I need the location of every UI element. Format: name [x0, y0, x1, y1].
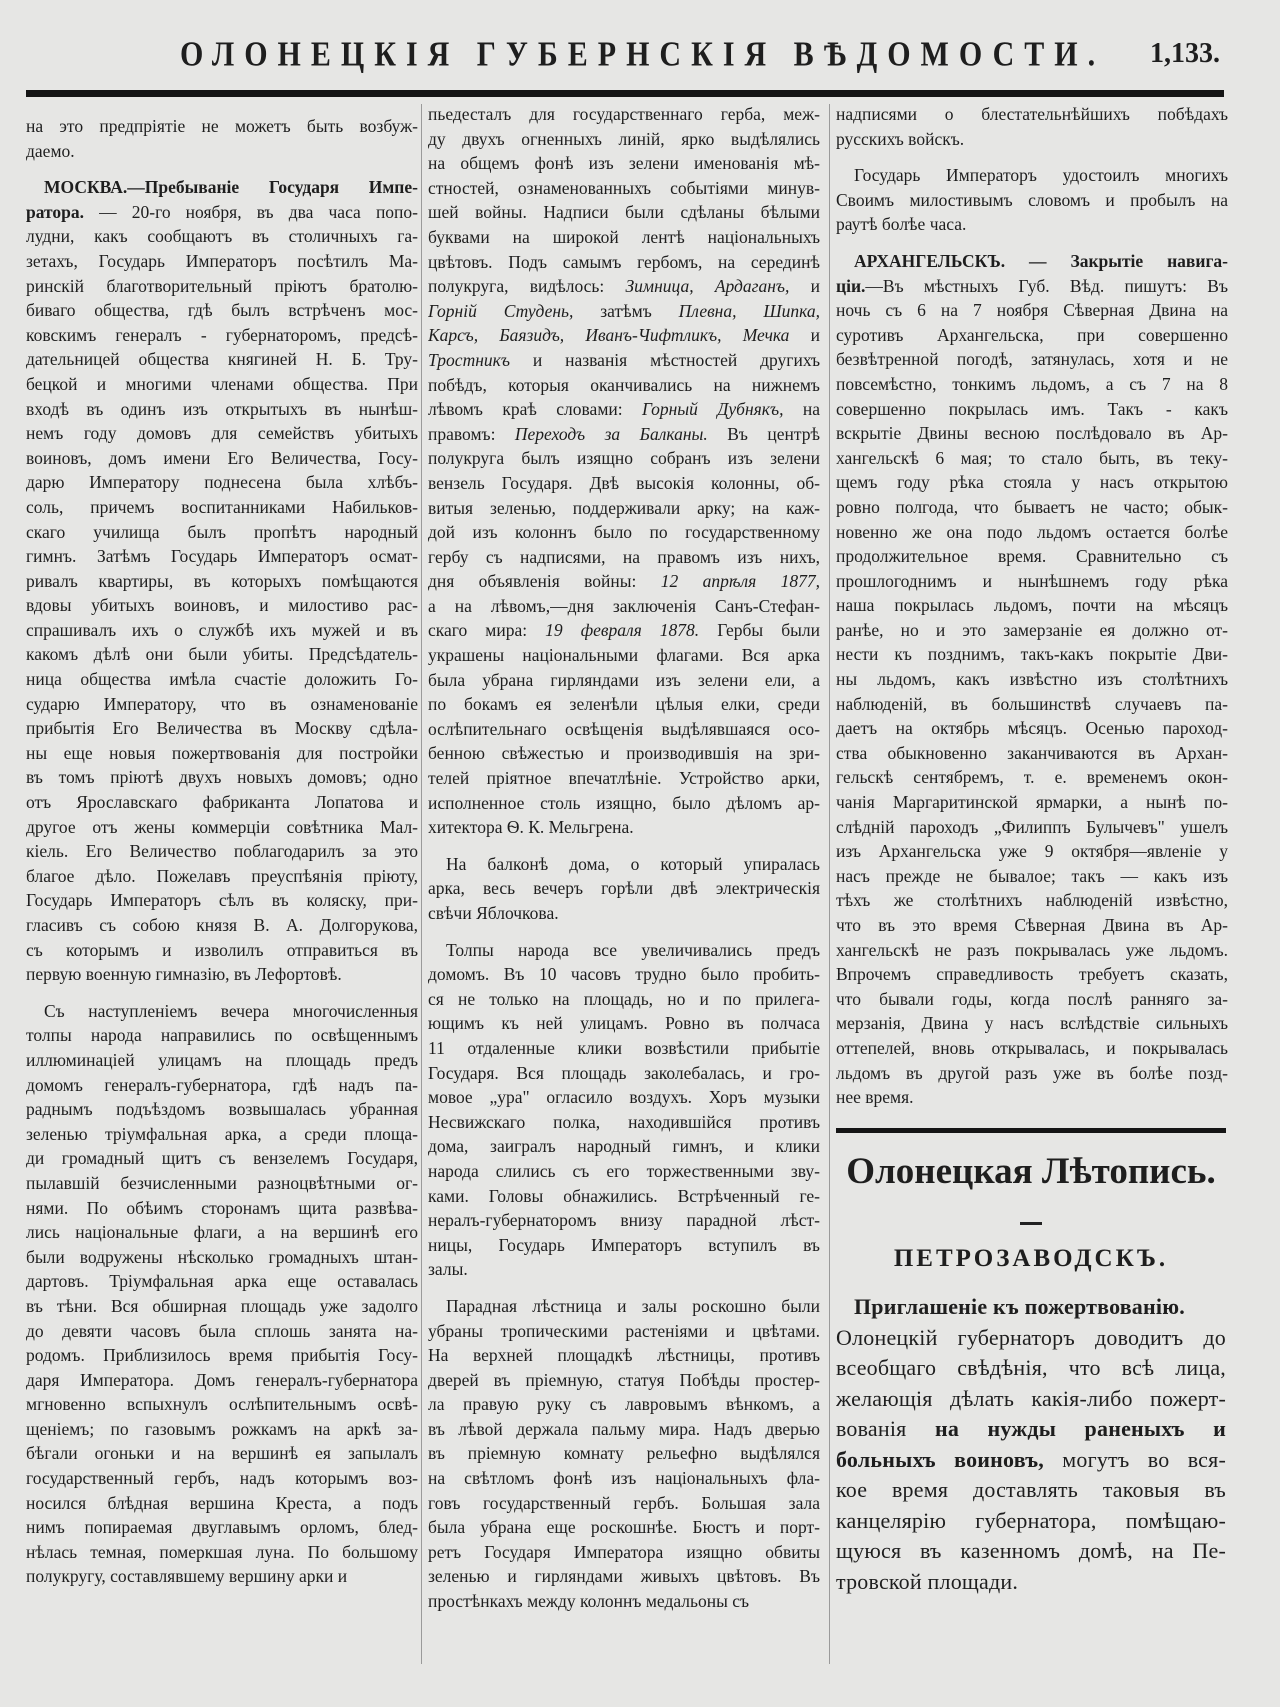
text-line: до девяти часовъ была сплошь занята на-: [26, 1320, 418, 1341]
text-line: совершенно покрылась имъ. Такъ - какъ: [836, 398, 1228, 419]
text-line: [428, 274, 820, 299]
text-line: [836, 274, 1228, 299]
page-number: 1,133.: [1150, 38, 1220, 69]
paragraph: [428, 1294, 820, 1614]
text-line: отъ Ярославскаго фабриканта Лопатова и: [26, 792, 418, 813]
bold-text: на нужды раненыхъ и: [934, 1416, 1226, 1441]
text-line: дарю Императору поднесена была хлѣбъ-: [26, 472, 418, 493]
text-run: скаго мира:: [428, 620, 546, 641]
text-line: на общемъ фонѣ изъ зелени именованія мѣ-: [428, 153, 820, 174]
text-run: полукруга, видѣлось:: [428, 276, 626, 297]
text-line: ночь съ 6 на 7 ноября Сѣверная Двина на: [836, 300, 1228, 321]
text-line: полукруга былъ изящно собранъ изъ зелени: [428, 448, 820, 469]
text-line: ранѣе, но и это замерзаніе ея должно от-: [836, 619, 1228, 640]
text-line: ны льдомъ, какъ извѣстно изъ столѣтнихъ: [836, 669, 1228, 690]
text-line: раднымъ подъѣздомъ возвышалась убранная: [26, 1099, 418, 1120]
italic-text: Плевна, Шипка,: [678, 300, 820, 321]
italic-text: Карсъ, Баязидъ, Иванъ-Чифтликъ, Мечка: [428, 325, 790, 346]
paragraph: [428, 102, 820, 840]
italic-text: 12 апрѣля 1877,: [660, 571, 820, 592]
text-line: [836, 1445, 1226, 1476]
text-line: Парадная лѣстница и залы роскошно были: [446, 1295, 820, 1316]
text-line: лись національные флаги, а на вершинѣ его: [26, 1222, 418, 1243]
column-1: [26, 114, 418, 1601]
text-line: оттепелей, вновь открывалась, и покрывалась: [836, 1037, 1228, 1058]
text-line: съ которымъ и изволилъ отправиться въ: [26, 939, 418, 960]
chronicle-title: Олонецкая Лѣтопись.: [846, 1151, 1216, 1192]
text-line: вензель Государя. Двѣ высокія колонны, об-: [428, 472, 820, 493]
text-run: Гербы были: [699, 620, 820, 641]
text-line: прошлогоднимъ и нынѣшнемъ году рѣка: [836, 570, 1228, 591]
text-line: нералъ-губернаторомъ внизу парадной лѣст-: [428, 1210, 820, 1231]
text-line: насъ прежде не бывалое; такъ — какъ изъ: [836, 865, 1228, 886]
column-3: [836, 102, 1228, 1122]
bold-text: больныхъ воиновъ,: [836, 1446, 1044, 1472]
text-line: шей войны. Надписи были сдѣланы бѣлыми: [428, 202, 820, 223]
text-line: воиновъ, домъ имени Его Величества, Госу-: [26, 447, 418, 468]
text-line: государственный гербъ, надъ которымъ воз-: [26, 1468, 418, 1489]
header-rule: [26, 90, 1224, 97]
text-line: тровской площади.: [836, 1568, 1019, 1594]
text-line: ринскій благотворительный пріютъ братолю-: [26, 275, 418, 296]
text-line: родомъ. Приблизилось время прибытія Госу-: [26, 1345, 418, 1366]
text-line: чанія Маргаритинской ярмарки, а нынѣ по-: [836, 792, 1228, 813]
text-run: лѣвомъ краѣ словами:: [428, 399, 643, 420]
text-line: что бывали годы, когда послѣ ранняго за-: [836, 988, 1228, 1009]
bold-text: МОСКВА.—Пребываніе Государя Импе-: [44, 177, 418, 198]
text-line: пьедесталъ для государственнаго герба, меж-: [428, 104, 820, 124]
text-run: —Въ мѣстныхъ Губ. Вѣд. пишутъ: Въ: [865, 275, 1228, 296]
text-run: и: [789, 276, 820, 297]
text-line: говъ государственный гербъ. Большая зала: [428, 1492, 820, 1513]
text-run: дня объявленія войны:: [428, 571, 661, 592]
text-line: бецкой и многими членами общества. При: [26, 373, 418, 394]
text-line: 11 отдаленные клики возвѣстили прибытіе: [428, 1037, 820, 1058]
text-line: даемо.: [26, 140, 75, 161]
text-line: украшены національными флагами. Вся арка: [428, 645, 820, 666]
text-line: бѣгали огоньки и на вершинѣ ея запылалъ: [26, 1443, 418, 1464]
paragraph: [836, 249, 1228, 1110]
paragraph: [26, 114, 418, 163]
text-line: Несвижскаго полка, находившійся противъ: [428, 1111, 820, 1132]
text-line: ница общества имѣла счастіе доложить Го-: [26, 669, 418, 690]
text-line: буквами на широкой лентѣ національныхъ: [428, 226, 820, 247]
text-line: ослѣпительнаго освѣщенія выдѣлявшаяся осо-: [428, 718, 820, 739]
text-line: домомъ генералъ-губернатора, гдѣ надъ па-: [26, 1074, 418, 1095]
text-line: [26, 175, 418, 200]
text-run: и названія мѣстностей другихъ: [509, 349, 820, 370]
text-line: кіель. Его Величество поблагодарилъ за это: [26, 841, 418, 862]
text-line: дартовъ. Тріумфальная арка еще оставалась: [26, 1271, 418, 1292]
text-line: ривалъ квартиры, въ которыхъ помѣщаются: [26, 570, 418, 591]
text-line: [428, 569, 820, 594]
text-line: исполненное столь изящно, было дѣломъ ар-: [428, 792, 820, 813]
text-line: мерзанія, Двина у насъ вслѣдствіе сильныхъ: [836, 1013, 1228, 1034]
text-line: входѣ въ одинъ изъ открытыхъ въ нынѣш-: [26, 398, 418, 419]
text-line: русскихъ войскъ.: [836, 128, 965, 149]
text-line: ницы, Государь Императоръ вступилъ въ: [428, 1234, 820, 1255]
text-line: ющимъ къ ней улицамъ. Ровно въ полчаса: [428, 1013, 820, 1034]
text-line: [836, 1292, 1226, 1323]
text-line: была убрана еще роскошнѣе. Бюстъ и порт-: [428, 1517, 820, 1538]
text-line: [428, 348, 820, 373]
text-line: хангельскѣ не разъ покрывалась уже льдомъ.: [836, 939, 1228, 960]
text-line: мгновенно вспыхнулъ ослѣпительнымъ освѣ-: [26, 1394, 418, 1415]
text-line: вдовы убитыхъ воиновъ, и милостиво рас-: [26, 595, 418, 616]
text-line: домомъ. Въ 10 часовъ трудно было пробить-: [428, 964, 820, 985]
masthead: [0, 35, 1280, 78]
text-line: соль, причемъ воспитанниками Набильков-: [26, 496, 418, 517]
text-run: правомъ:: [428, 423, 515, 444]
text-line: [428, 422, 820, 447]
text-line: слѣдній пароходъ „Филиппъ Булычевъ" ушелъ: [836, 816, 1228, 837]
text-line: въ тѣни. Вся обширная площадь уже задолго: [26, 1295, 418, 1316]
text-line: гербу съ надписями, на правомъ изъ нихъ,: [428, 546, 820, 567]
text-line: ла правую руку съ лавровымъ вѣнкомъ, а: [428, 1394, 820, 1415]
column-divider: [421, 104, 422, 1664]
text-line: въ томъ пріютѣ двухъ новыхъ домовъ; одно: [26, 767, 418, 788]
text-line: первую военную гимназію, въ Лефортовѣ.: [26, 964, 342, 985]
text-line: благое дѣло. Пожелавъ преуспѣянія пріюту,: [26, 865, 418, 886]
text-line: хитектора Ѳ. К. Мельгрена.: [428, 817, 634, 838]
text-line: какомъ дѣлѣ они были убиты. Предсѣдатель-: [26, 644, 418, 665]
text-line: гельскѣ сентябремъ, т. е. временемъ окон-: [836, 767, 1228, 788]
text-line: Государь Императоръ сѣлъ въ коляску, при-: [26, 890, 418, 911]
text-line: витыя зеленью, поддерживали арку; на каж-: [428, 497, 820, 518]
text-run: на: [783, 399, 820, 420]
text-line: зеленью и гирляндами живыхъ цвѣтовъ. Въ: [428, 1566, 820, 1587]
text-line: всеобщаго свѣдѣнія, что всѣ лица,: [836, 1355, 1226, 1380]
text-line: На балконѣ дома, о который упиралась: [446, 853, 820, 874]
text-line: щемъ году рѣка стояла у насъ открытою: [836, 472, 1228, 493]
text-line: биваго общества, гдѣ былъ встрѣченъ мос-: [26, 300, 418, 321]
text-line: Своимъ милостивымъ словомъ и пробылъ на: [836, 189, 1228, 210]
paragraph: [428, 852, 820, 926]
text-line: въ пріемную комнату рельефно выдѣлялся: [428, 1443, 820, 1464]
text-line: немъ году домовъ для семействъ убитыхъ: [26, 423, 418, 444]
text-run: — 20-го ноября, въ два часа попо-: [84, 201, 418, 222]
text-line: бенною свѣжестью и производившія на зри-: [428, 743, 820, 764]
text-line: [428, 618, 820, 643]
text-line: нями. По обѣимъ сторонамъ щита развѣва-: [26, 1197, 418, 1218]
text-run: затѣмъ: [573, 300, 679, 321]
text-line: мовое „ура" огласило воздухъ. Хоръ музыки: [428, 1087, 820, 1108]
text-line: На верхней площадкѣ лѣстницы, противъ: [428, 1345, 820, 1366]
title-dash: [1020, 1222, 1042, 1225]
text-line: носился блѣдная вершина Креста, а подъ: [26, 1492, 418, 1513]
text-line: изъ Архангельска уже 9 октября—явленіе у: [836, 841, 1228, 862]
text-line: вскрытіе Двины весною послѣдовало въ Ар-: [836, 423, 1228, 444]
text-line: зеленью тріумфальная арка, а среди площа-: [26, 1123, 418, 1144]
text-line: даря Императора. Домъ генералъ-губернатора: [26, 1369, 418, 1390]
text-line: пылавшій безчисленными разноцвѣтными ог-: [26, 1172, 418, 1193]
text-line: иллюминаціей улицамъ на площадь предъ: [26, 1049, 418, 1070]
text-line: дательницей общества княгиней Н. Б. Тру-: [26, 349, 418, 370]
italic-text: Переходъ за Балканы.: [514, 423, 708, 444]
text-line: [836, 1414, 1226, 1445]
text-line: новенно же она подо льдомъ остается болѣе: [836, 521, 1228, 542]
text-line: народа слились съ его торжественными зву-: [428, 1160, 820, 1181]
text-line: была убрана гирляндами изъ зелени ели, а: [428, 669, 820, 690]
italic-text: Горній Студень,: [428, 300, 574, 321]
text-line: что въ это время Сѣверная Двина въ Ар-: [836, 915, 1228, 935]
text-line: [26, 200, 418, 225]
text-line: толпы народа направились по освѣщеннымъ: [26, 1025, 418, 1046]
bold-text: АРХАНГЕЛЬСКЪ. — Закрытіе навига-: [854, 250, 1228, 271]
text-line: ства обыкновенно заканчиваются въ Архан-: [836, 742, 1228, 763]
text-line: Олонецкій губернаторъ доводитъ до: [836, 1324, 1226, 1350]
text-line: канцелярію губернатора, помѣщаю-: [836, 1507, 1226, 1533]
text-run: и: [789, 325, 820, 346]
text-line: ретъ Государя Императора изящно обвиты: [428, 1541, 820, 1562]
text-line: дверей въ пріемную, статуя Побѣды простер-: [428, 1369, 820, 1390]
text-line: тѣхъ же столѣтнихъ наблюденій извѣстно,: [836, 890, 1228, 911]
text-line: были водружены нѣсколько громадныхъ штан-: [26, 1246, 418, 1267]
text-line: гимнъ. Затѣмъ Государь Императоръ осмат-: [26, 546, 418, 567]
text-line: продолжительное время. Сравнительно съ: [836, 546, 1228, 567]
paragraph: [836, 163, 1228, 237]
bold-text: Приглашеніе къ пожертвованію.: [854, 1294, 1185, 1319]
text-line: надписями о блестательнѣйшихъ побѣдахъ: [836, 104, 1228, 124]
text-line: Толпы народа все увеличивались предъ: [446, 939, 820, 960]
text-line: раутѣ болѣе часа.: [836, 214, 967, 235]
text-line: [428, 299, 820, 324]
text-line: нѣлась темная, померкшая луна. По большому: [26, 1541, 418, 1562]
text-line: залы.: [428, 1259, 468, 1280]
paragraph: [26, 175, 418, 987]
text-line: другое отъ жены коммерціи совѣтника Мал-: [26, 816, 418, 837]
bold-text: ратора.: [26, 201, 85, 222]
text-run: могутъ во вся-: [1043, 1446, 1226, 1472]
text-line: гласивъ съ собою князя В. А. Долгорукова,: [26, 915, 418, 935]
newspaper-title: ОЛОНЕЦКІЯ ГУБЕРНСКІЯ ВѢДОМОСТИ.: [180, 35, 1106, 74]
text-line: ди громадный щитъ съ вензелемъ Государя,: [26, 1148, 418, 1169]
text-line: суротивъ Архангельска, при совершенно: [836, 324, 1228, 345]
text-line: сударю Императору, что въ ознаменованіе: [26, 693, 418, 714]
text-line: ровно полгода, что бываетъ не часто; обык-: [836, 496, 1228, 517]
text-line: даетъ на октябрь мѣсяцъ. Осенью пароход-: [836, 718, 1228, 739]
text-line: на свѣтломъ фонѣ изъ національныхъ фла-: [428, 1468, 820, 1489]
text-line: ковскимъ генералъ - губернаторомъ, предсѣ-: [26, 324, 418, 345]
italic-text: 19 февраля 1878.: [545, 620, 700, 641]
text-line: свѣчи Яблочкова.: [428, 903, 559, 923]
text-line: по бокамъ ея зеленѣли цѣлыя елки, среди: [428, 694, 820, 715]
text-line: желающія дѣлать какія-либо пожерт-: [836, 1385, 1226, 1411]
italic-text: Тростникъ: [428, 349, 510, 370]
text-line: въ лѣвой держала пальму мира. Надъ дверью: [428, 1418, 820, 1439]
text-line: дома, заигралъ народный гимнъ, и клики: [428, 1136, 820, 1157]
section-rule: [836, 1128, 1226, 1133]
text-line: повсемѣстно, тонкимъ льдомъ, а съ 7 на 8: [836, 373, 1228, 394]
column-divider: [829, 104, 830, 1664]
text-line: убраны тропическими растеніями и цвѣтами.: [428, 1320, 820, 1341]
text-line: наша покрылась льдомъ, почти на мѣсяцъ: [836, 595, 1228, 616]
text-line: скаго училища былъ пропѣтъ народный: [26, 521, 418, 542]
text-line: а на лѣвомъ,—дня заключенія Санъ-Стефан-: [428, 595, 820, 616]
text-line: дой изъ колоннъ было по государственному: [428, 522, 820, 543]
text-line: нее время.: [836, 1087, 914, 1108]
text-line: нести къ позднимъ, такъ-какъ покрытіе Дви-: [836, 644, 1228, 665]
text-line: на это предпріятіе не можетъ быть возбуж-: [26, 116, 418, 136]
text-line: безвѣтренной погодѣ, затянулась, хотя и не: [836, 349, 1228, 370]
text-run: Въ центрѣ: [707, 423, 820, 444]
text-line: льдомъ въ другой разъ уже въ болѣе позд-: [836, 1062, 1228, 1083]
italic-text: Зимница, Ардаганъ,: [625, 276, 790, 297]
text-line: прибытія Его Величества въ Москву сдѣла-: [26, 718, 418, 739]
text-line: зетахъ, Государь Императоръ посѣтилъ Ма-: [26, 250, 418, 271]
text-line: [428, 397, 820, 422]
text-line: кое время доставлять таковыя въ: [836, 1477, 1226, 1502]
text-line: ками. Головы обнажились. Встрѣченный ге-: [428, 1185, 820, 1206]
paragraph: [428, 938, 820, 1282]
text-line: щуюся въ казенномъ домѣ, на Пе-: [836, 1538, 1226, 1563]
bold-text: ціи.: [836, 275, 866, 296]
text-line: ду двухъ огненныхъ линій, ярко выдѣлялись: [428, 128, 820, 149]
city-heading: ПЕТРОЗАВОДСКЪ.: [893, 1245, 1169, 1272]
text-line: цвѣтовъ. Подъ самымъ гербомъ, на серединѣ: [428, 251, 820, 272]
italic-text: Горный Дубнякъ,: [642, 399, 784, 420]
text-line: спрашивалъ ихъ о службѣ ихъ мужей и въ: [26, 619, 418, 640]
text-line: лудни, какъ сообщаютъ въ столичныхъ га-: [26, 226, 418, 247]
text-line: ны еще новыя пожертвованія для постройки: [26, 742, 418, 763]
text-line: ся не только на площадь, но и по прилега-: [428, 988, 820, 1009]
paragraph: [26, 999, 418, 1589]
text-line: [836, 249, 1228, 274]
text-line: полукругу, составлявшему вершину арки и: [26, 1566, 348, 1587]
text-line: Съ наступленіемъ вечера многочисленныя: [44, 1000, 418, 1021]
donation-appeal: [836, 1292, 1226, 1597]
text-line: арка, весь вечеръ горѣли двѣ электрическія: [428, 878, 820, 899]
text-line: стностей, ознаменованныхъ событіями минув-: [428, 177, 820, 198]
text-line: [428, 323, 820, 348]
text-line: телей пріятное впечатлѣніе. Устройство арки,: [428, 768, 820, 789]
text-line: щеніемъ; по газовымъ рожкамъ на аркѣ за-: [26, 1418, 418, 1439]
text-line: нимъ попираемая двуглавымъ орломъ, блед-: [26, 1517, 418, 1538]
column-2: [428, 102, 820, 1626]
text-line: хангельскѣ 6 мая; то стало быть, въ теку-: [836, 447, 1228, 468]
text-line: Государя. Вся площадь заколебалась, и гро-: [428, 1062, 820, 1083]
text-line: Впрочемъ справедливость требуетъ сказать,: [836, 964, 1228, 985]
paragraph: [836, 102, 1228, 151]
text-line: наблюденій, въ большинствѣ случаевъ па-: [836, 693, 1228, 714]
text-line: Государь Императоръ удостоилъ многихъ: [854, 165, 1228, 186]
text-line: простѣнкахъ между колоннъ медальоны съ: [428, 1591, 750, 1612]
text-run: вованія: [836, 1416, 935, 1441]
text-line: побѣдъ, которыя оканчивались на нижнемъ: [428, 374, 820, 395]
